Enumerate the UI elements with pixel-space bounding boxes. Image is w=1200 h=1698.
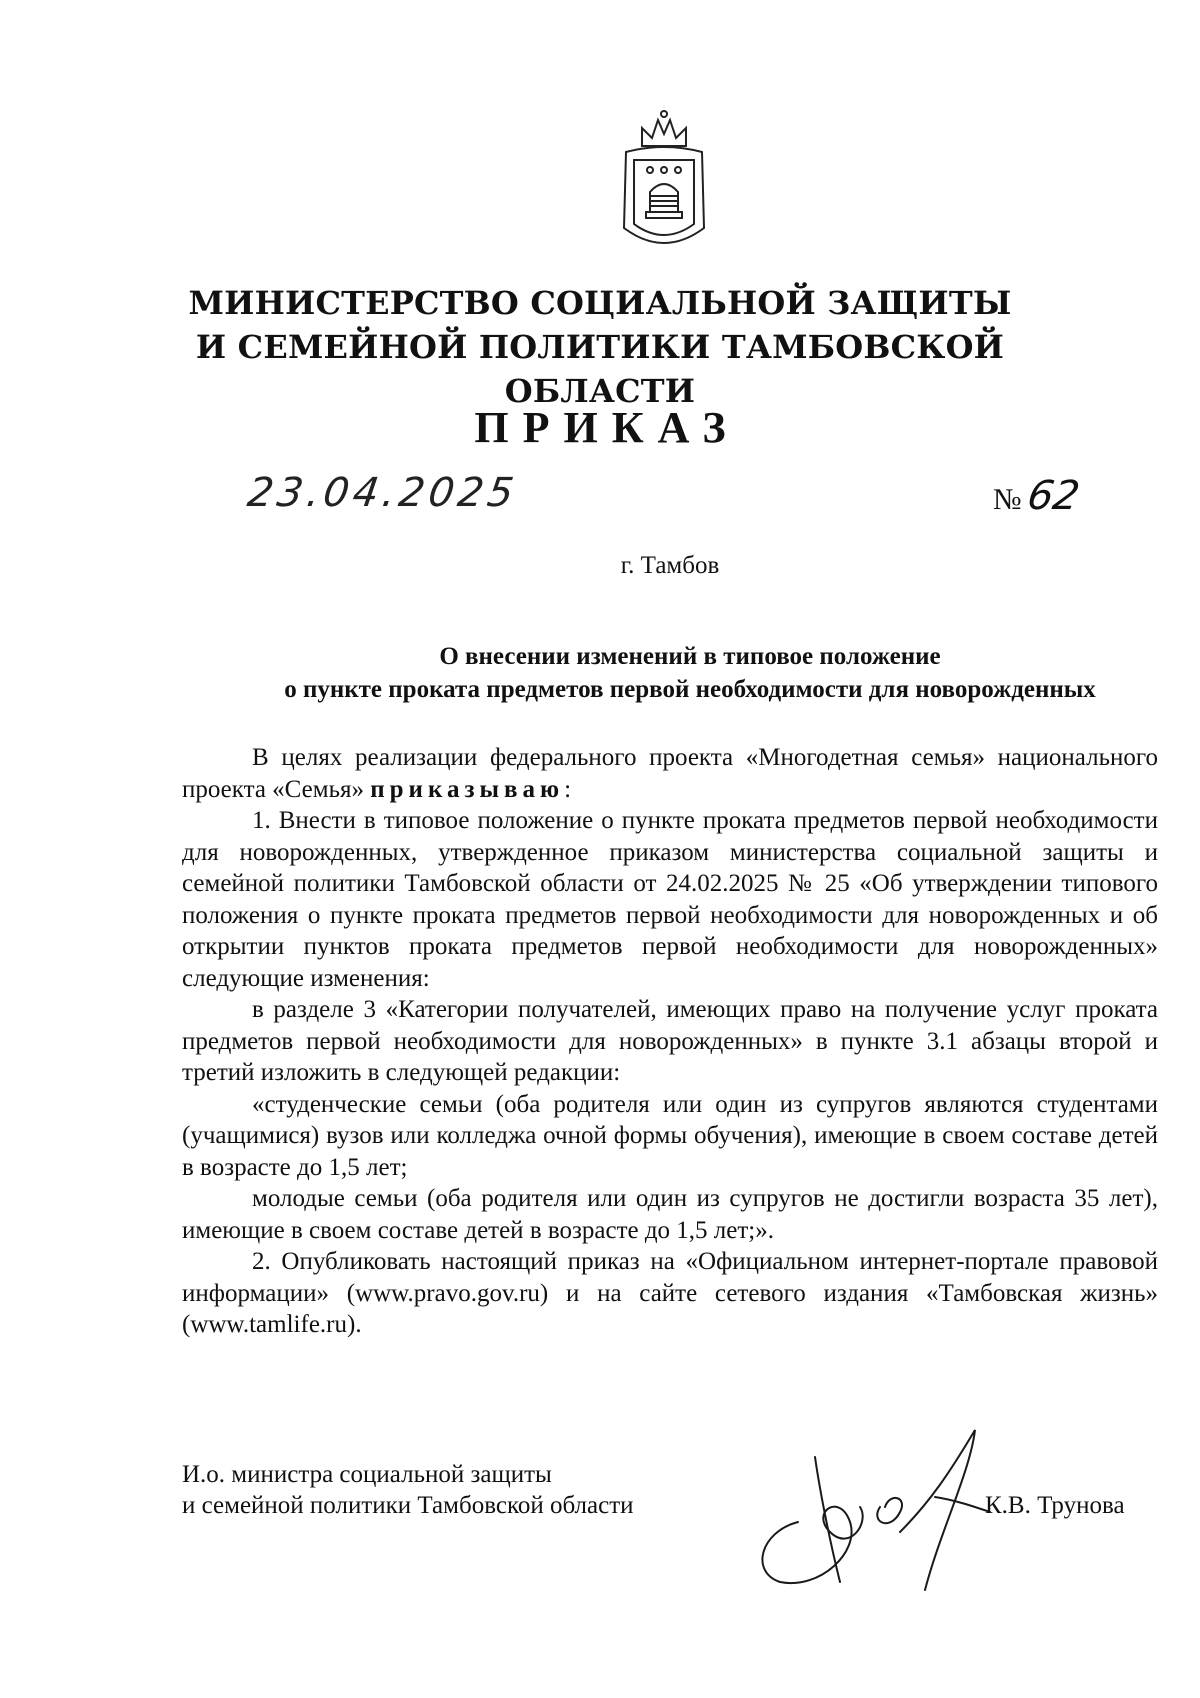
order-number bbox=[993, 473, 1083, 519]
ministry-line-1: МИНИСТЕРСТВО СОЦИАЛЬНОЙ ЗАЩИТЫ bbox=[188, 284, 1012, 322]
signatory-position bbox=[182, 1459, 634, 1521]
city: г. Тамбов bbox=[620, 552, 720, 579]
quote-1: «студенческие семьи (оба родителя или один из супругов являются студентами (учащимися) вузов или колледжа очной формы обучения), имеющие в своем составе детей в возрасте до 1,5 лет; bbox=[182, 1090, 1158, 1181]
intro-colon: : bbox=[564, 775, 572, 803]
coat-of-arms-icon bbox=[612, 108, 716, 258]
item-1-section: в разделе 3 «Категории получателей, имеющих право на получение услуг проката предметов первой необходимости для новорожденных» в пункте 3.1 абзацы второй и третий изложить в следующей редакции: bbox=[182, 996, 1158, 1086]
item-1: 1. Внести в типовое положение о пункте проката предметов первой необходимости для новорожденных, утвержденное приказом министерства социальной защиты и семейной политики Тамбовской области от 24.02.2025 № 25 «Об утверждении типового положения о пункте проката предметов первой необходимости для новорожденных и об открытии пунктов проката предметов первой необходимости для новорожденных» следующие изменения: bbox=[182, 807, 1158, 992]
ministry-name bbox=[160, 281, 1040, 413]
item-2: 2. Опубликовать настоящий приказ на «Официальном интернет-портале правовой информации» (www.pravo.gov.ru) и на сайте сетевого издания «Тамбовская жизнь» (www.tamlife.ru). bbox=[182, 1248, 1158, 1338]
intro-action: приказываю bbox=[370, 775, 565, 803]
quote-2: молодые семьи (оба родителя или один из супругов не достигли возраста 35 лет), имеющие в своем составе детей в возрасте до 1,5 лет;». bbox=[182, 1185, 1158, 1244]
position-line-1: И.о. министра социальной защиты bbox=[182, 1461, 552, 1488]
number-value: 62 bbox=[1023, 473, 1083, 519]
ministry-line-2: И СЕМЕЙНОЙ ПОЛИТИКИ ТАМБОВСКОЙ ОБЛАСТИ bbox=[195, 328, 1005, 410]
signatory-name: К.В. Трунова bbox=[985, 1492, 1125, 1519]
position-line-2: и семейной политики Тамбовской области bbox=[182, 1492, 634, 1519]
intro-paragraph bbox=[182, 742, 1158, 805]
subject-line-2: о пункте проката предметов первой необходимости для новорожденных bbox=[284, 676, 1096, 703]
subject-line-1: О внесении изменений в типовое положение bbox=[439, 643, 941, 670]
intro-text: В целях реализации федерального проекта «Многодетная семья» национального проекта «Семья» bbox=[182, 744, 1158, 803]
order-body bbox=[182, 742, 1158, 1341]
document-type: ПРИКАЗ bbox=[474, 403, 740, 452]
order-subject bbox=[180, 640, 1140, 706]
order-date: 23.04.2025 bbox=[244, 470, 521, 516]
number-prefix: № bbox=[993, 483, 1022, 516]
